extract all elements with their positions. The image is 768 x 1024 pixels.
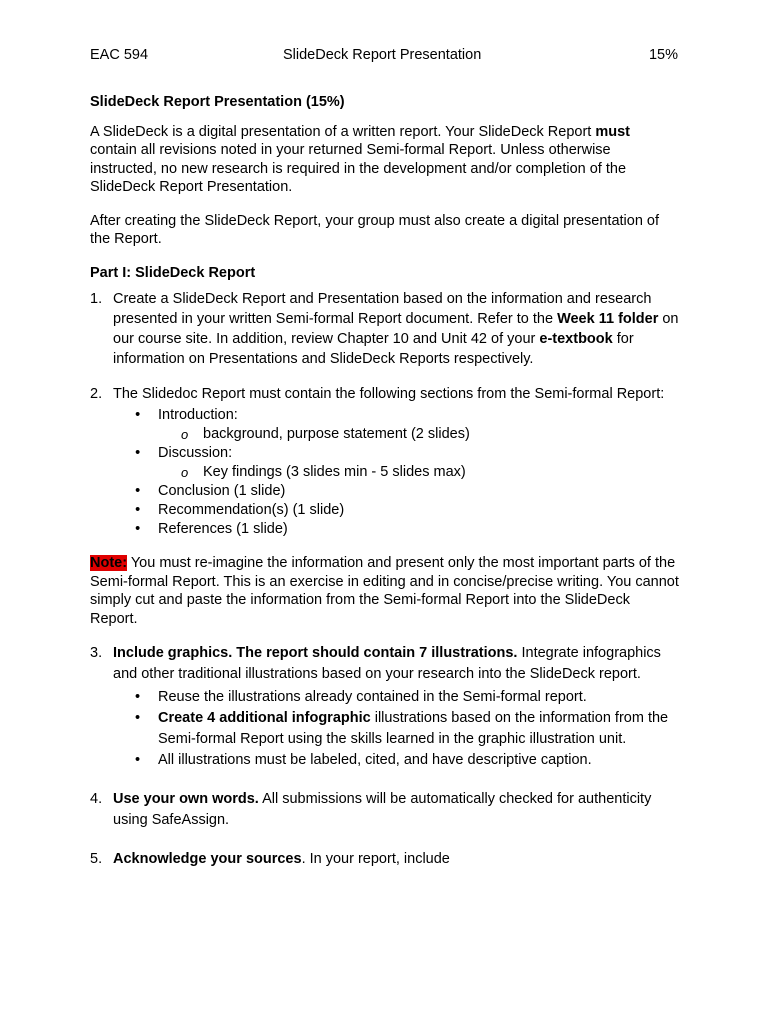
- section-label: Discussion:: [158, 445, 233, 461]
- introduction-sublist: [158, 425, 680, 444]
- item4-bold: Use your own words.: [113, 791, 259, 807]
- bullet-icon: •: [135, 752, 141, 768]
- subitem-text: background, purpose statement (2 slides): [203, 426, 470, 442]
- bullet-bold: Create 4 additional infographic: [158, 710, 371, 726]
- item1-week-folder: Week 11 folder: [557, 311, 659, 327]
- bullet-icon: •: [135, 445, 141, 461]
- item1-text-1: Create a SlideDeck Report and Presentation based on the information and research presented in your written Semi-formal Report document. Refer to the: [113, 291, 652, 327]
- section-references: [135, 520, 680, 539]
- intro-text-1: A SlideDeck is a digital presentation of a written report. Your SlideDeck Report: [90, 123, 596, 140]
- bullet-icon: •: [135, 502, 141, 518]
- circle-bullet-icon: o: [181, 465, 189, 480]
- graphics-bullet-1: [135, 687, 680, 708]
- bullet-icon: •: [135, 483, 141, 499]
- graphics-bullet-3: [135, 750, 680, 771]
- item4-text: All submissions will be automatically checked for authenticity using SafeAssign.: [113, 791, 652, 828]
- page-header: [90, 46, 678, 64]
- list-item-5: [90, 849, 680, 870]
- item3-text: Integrate infographics and other traditional illustrations based on your research into the SlideDeck report.: [113, 645, 661, 682]
- bullet-icon: •: [135, 521, 141, 537]
- list-number: 3.: [90, 645, 103, 661]
- section-discussion: [135, 444, 680, 482]
- list-number: 5.: [90, 851, 103, 867]
- discussion-subitem: [181, 463, 680, 482]
- header-weight: 15%: [648, 47, 678, 63]
- introduction-subitem: [181, 425, 680, 444]
- section-label: Recommendation(s) (1 slide): [158, 502, 345, 518]
- bullet-text: All illustrations must be labeled, cited, and have descriptive caption.: [158, 752, 592, 768]
- item3-bold: Include graphics. The report should contain 7 illustrations.: [113, 645, 518, 661]
- bullet-icon: •: [135, 689, 141, 705]
- graphics-bullet-2: [135, 708, 680, 750]
- graphics-list: [113, 687, 680, 771]
- list-item-3: [90, 643, 680, 771]
- discussion-sublist: [158, 463, 680, 482]
- item5-bold: Acknowledge your sources: [113, 851, 302, 867]
- part-one-heading: Part I: SlideDeck Report: [90, 264, 256, 281]
- intro-must: must: [595, 123, 631, 140]
- list-number: 2.: [90, 386, 103, 402]
- list-item-2: [90, 384, 680, 539]
- header-course-code: EAC 594: [90, 47, 149, 63]
- document-heading: SlideDeck Report Presentation (15%): [90, 94, 345, 110]
- list-item-4: [90, 789, 680, 831]
- note-paragraph: [90, 554, 680, 628]
- section-label: References (1 slide): [158, 521, 288, 537]
- list-number: 1.: [90, 291, 103, 307]
- circle-bullet-icon: o: [181, 427, 189, 442]
- section-conclusion: [135, 482, 680, 501]
- section-recommendations: [135, 501, 680, 520]
- bullet-text: illustrations based on the information from the Semi-formal Report using the skills learned in the graphic illustration unit.: [158, 710, 669, 747]
- subitem-text: Key findings (3 slides min - 5 slides max): [203, 464, 466, 480]
- list-item-1: [90, 289, 680, 369]
- bullet-text: Reuse the illustrations already contained in the Semi-formal report.: [158, 689, 587, 705]
- item2-text: The Slidedoc Report must contain the following sections from the Semi-formal Report:: [113, 386, 665, 402]
- item1-etextbook: e-textbook: [539, 331, 613, 347]
- item1-text-3: for information on Presentations and SlideDeck Reports respectively.: [113, 331, 634, 367]
- sections-list: [113, 406, 680, 539]
- bullet-icon: •: [135, 407, 141, 423]
- item5-text: . In your report, include: [301, 851, 450, 867]
- section-label: Introduction:: [158, 407, 238, 423]
- document-body: [90, 93, 680, 885]
- item1-text-2: on our course site. In addition, review Chapter 10 and Unit 42 of your: [113, 311, 679, 347]
- section-introduction: [135, 406, 680, 444]
- presentation-paragraph: After creating the SlideDeck Report, your group must also create a digital presentation of the Report.: [90, 212, 660, 247]
- list-number: 4.: [90, 791, 103, 807]
- header-title: SlideDeck Report Presentation: [283, 47, 482, 63]
- bullet-icon: •: [135, 710, 141, 726]
- section-label: Conclusion (1 slide): [158, 483, 286, 499]
- intro-text-2: contain all revisions noted in your returned Semi-formal Report. Unless otherwise instructed, no new research is required in the development and/or completion of the SlideDeck Report Presentation.: [90, 142, 627, 195]
- note-text: You must re-imagine the information and present only the most important parts of the Semi-formal Report. This is an exercise in editing and in concise/precise writing. You cannot simply cut and paste the information from the Semi-formal Report into the SlideDeck Report.: [90, 555, 679, 627]
- intro-paragraph: [90, 123, 680, 197]
- note-label: Note:: [90, 555, 128, 571]
